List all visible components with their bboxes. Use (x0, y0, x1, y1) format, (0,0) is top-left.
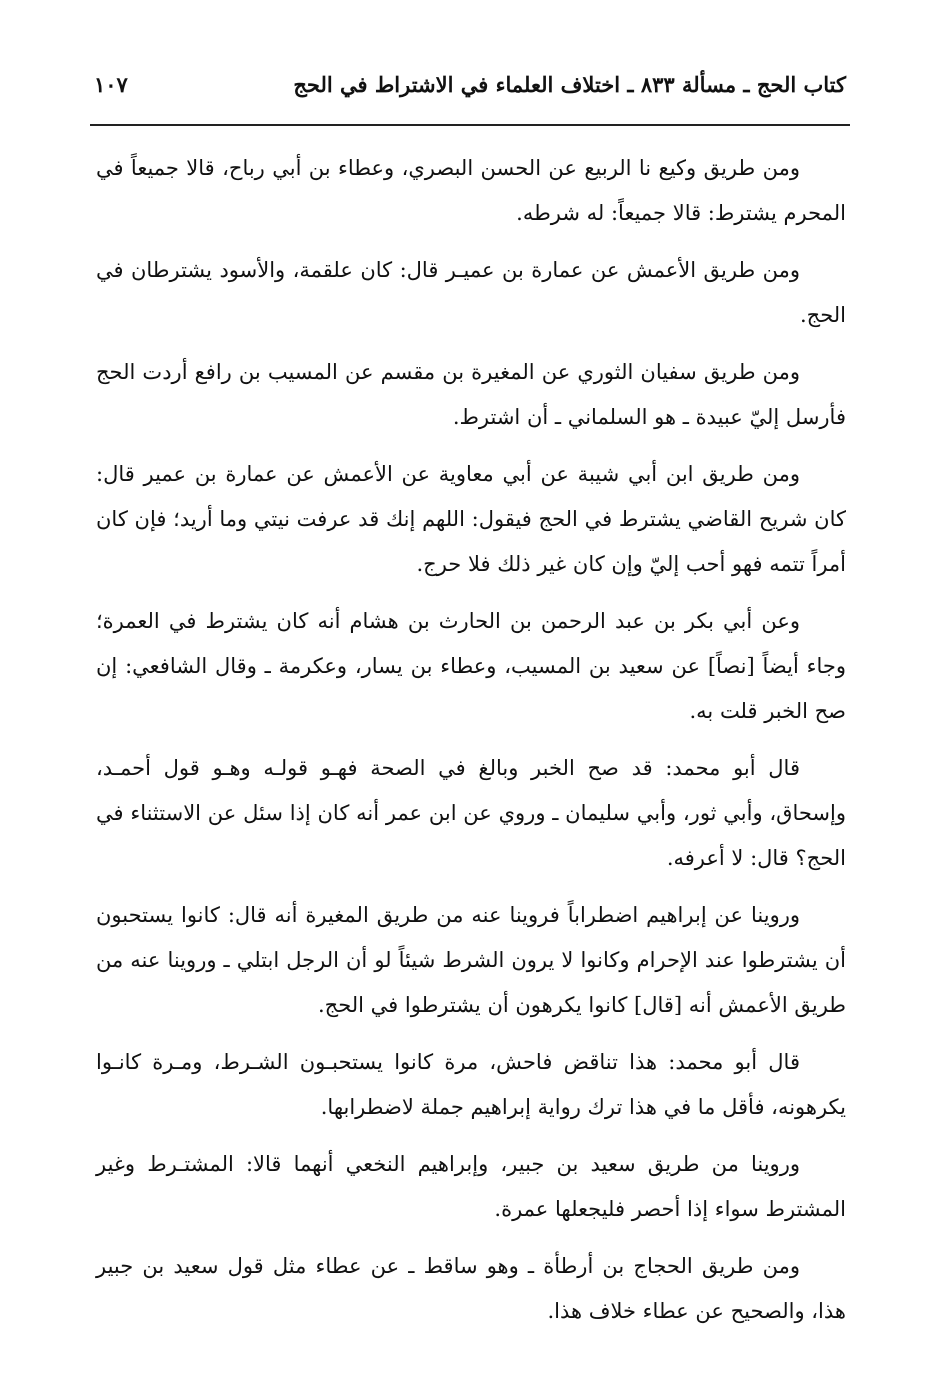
body-text (96, 146, 846, 1346)
paragraph: ومن طريق سفيان الثوري عن المغيرة بن مقسم عن المسيب بن رافع أردت الحج فأرسل إليّ عبيدة ـ هو السلماني ـ أن اشترط. (96, 360, 846, 429)
paragraph: ومن طريق الأعمش عن عمارة بن عميـر قال: كان علقمة، والأسود يشترطان في الحج. (96, 258, 846, 327)
page-header (94, 72, 846, 112)
header-divider (90, 124, 850, 126)
running-title: كتاب الحج ـ مسألة ٨٣٣ ـ اختلاف العلماء في الاشتراط في الحج (293, 72, 846, 97)
paragraph: ومن طريق وكيع نا الربيع عن الحسن البصري، وعطاء بن أبي رباح، قالا جميعاً في المحرم يشترط: قالا جميعاً: له شرطه. (96, 156, 846, 225)
paragraph: ومن طريق ابن أبي شيبة عن أبي معاوية عن الأعمش عن عمارة بن عمير قال: كان شريح القاضي يشترط في الحج فيقول: اللهم إنك قد عرفت نيتي وما أريد؛ فإن كان أمراً تتمه فهو أحب إليّ وإن كان غير ذلك فلا حرج. (96, 462, 846, 576)
paragraph: قال أبو محمد: هذا تناقض فاحش، مرة كانوا يستحبـون الشـرط، ومـرة كانـوا يكرهونه، فأقل ما في هذا ترك رواية إبراهيم جملة لاضطرابها. (96, 1050, 846, 1119)
paragraph: وعن أبي بكر بن عبد الرحمن بن الحارث بن هشام أنه كان يشترط في العمرة؛ وجاء أيضاً [نصاً] عن سعيد بن المسيب، وعطاء بن يسار، وعكرمة ـ وقال الشافعي: إن صح الخبر قلت به. (96, 609, 846, 723)
paragraph: وروينا من طريق سعيد بن جبير، وإبراهيم النخعي أنهما قالا: المشتـرط وغير المشترط سواء إذا أحصر فليجعلها عمرة. (96, 1152, 846, 1221)
paragraph: وروينا عن إبراهيم اضطراباً فروينا عنه من طريق المغيرة أنه قال: كانوا يستحبون أن يشترطوا عند الإحرام وكانوا لا يرون الشرط شيئاً لو أن الرجل ابتلي ـ وروينا عنه من طريق الأعمش أنه [قال] كانوا يكرهون أن يشترطوا في الحج. (96, 903, 846, 1017)
page-number: ١٠٧ (94, 72, 128, 97)
paragraph: ومن طريق الحجاج بن أرطأة ـ وهو ساقط ـ عن عطاء مثل قول سعيد بن جبير هذا، والصحيح عن عطاء خلاف هذا. (96, 1254, 846, 1323)
paragraph: قال أبو محمد: قد صح الخبر وبالغ في الصحة فهـو قولـه وهـو قول أحمـد، وإسحاق، وأبي ثور، وأبي سليمان ـ وروي عن ابن عمر أنه كان إذا سئل عن الاستثناء في الحج؟ قال: لا أعرفه. (96, 756, 846, 870)
